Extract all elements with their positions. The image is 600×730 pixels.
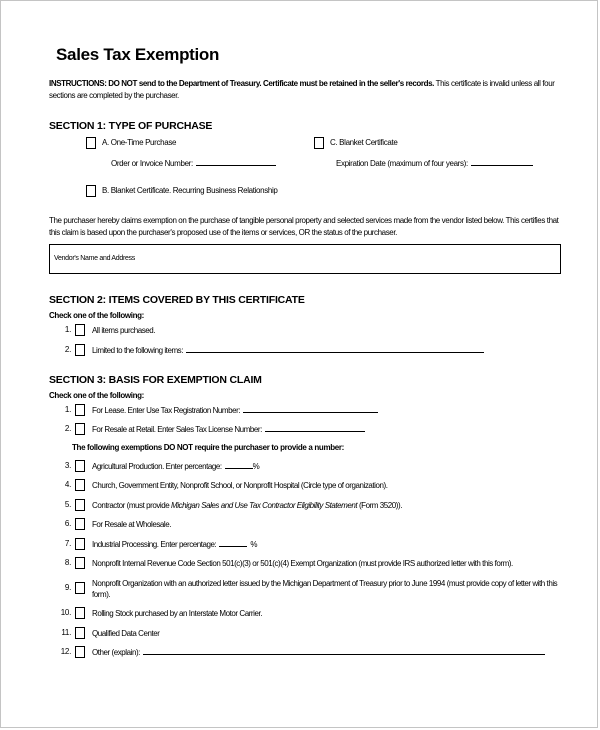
item-label: Limited to the following items:: [92, 345, 183, 355]
list-item: [49, 646, 573, 658]
option-c-label: C. Blanket Certificate: [330, 138, 398, 147]
item-number: 9.: [64, 583, 71, 592]
contractor-form-title: Michigan Sales and Use Tax Contractor Eligibility Statement: [171, 500, 358, 510]
list-item: [49, 404, 573, 416]
item-label: [92, 499, 402, 511]
item-label: Church, Government Entity, Nonprofit School, or Nonprofit Hospital (Circle type of organization).: [92, 481, 388, 490]
checkbox-resale-retail[interactable]: [75, 423, 85, 435]
item-label: For Resale at Retail. Enter Sales Tax License Number:: [92, 425, 262, 434]
item-number: 3.: [64, 460, 71, 470]
list-item: [49, 479, 573, 491]
item-number: 10.: [60, 608, 71, 617]
item-number: 5.: [64, 499, 71, 509]
item-label: For Lease. Enter Use Tax Registration Number:: [92, 405, 241, 415]
contractor-pre: Contractor (must provide: [92, 500, 172, 510]
checkbox-qualified-data-center[interactable]: [75, 627, 85, 639]
checkbox-limited-items[interactable]: [75, 344, 85, 356]
section2-items: [49, 324, 573, 356]
expiration-date-label: Expiration Date (maximum of four years):: [336, 159, 468, 168]
option-b-label: B. Blanket Certificate. Recurring Business Relationship: [102, 186, 278, 195]
checkbox-rolling-stock[interactable]: [75, 607, 85, 619]
checkbox-blanket-recurring[interactable]: [86, 185, 96, 197]
industrial-percentage-field[interactable]: [219, 538, 247, 547]
list-item: [49, 627, 573, 639]
percent-suffix: %: [252, 461, 260, 471]
list-item: [49, 577, 573, 600]
section1-options: [86, 137, 573, 197]
page-title: Sales Tax Exemption: [56, 45, 220, 64]
section3-heading: SECTION 3: BASIS FOR EXEMPTION CLAIM: [49, 373, 262, 386]
no-number-note: The following exemptions DO NOT require the purchaser to provide a number:: [72, 442, 344, 452]
list-item: [49, 499, 573, 511]
list-item: [49, 607, 573, 619]
percent-suffix: %: [250, 539, 257, 549]
item-number: 1.: [64, 325, 71, 334]
section2-subheading: Check one of the following:: [49, 311, 144, 320]
item-number: 2.: [64, 424, 71, 433]
vendor-box-label: Vendor's Name and Address: [54, 255, 136, 262]
agricultural-percentage-field[interactable]: [225, 460, 253, 469]
order-invoice-number-field[interactable]: [196, 157, 276, 166]
instructions-text: [49, 78, 561, 101]
sales-tax-license-number-field[interactable]: [265, 423, 365, 432]
checkbox-nonprofit-501c[interactable]: [75, 557, 85, 569]
checkbox-all-items[interactable]: [75, 324, 85, 336]
contractor-post: (Form 3520)).: [357, 500, 402, 510]
checkbox-contractor[interactable]: [75, 499, 85, 511]
use-tax-registration-number-field[interactable]: [243, 404, 378, 413]
item-number: 11.: [61, 627, 71, 637]
limited-items-field[interactable]: [186, 344, 484, 353]
instructions-bold: INSTRUCTIONS: DO NOT send to the Department of Treasury. Certificate must be retained in the seller's records.: [49, 79, 434, 88]
checkbox-resale-wholesale[interactable]: [75, 518, 85, 530]
item-number: 4.: [64, 480, 71, 489]
item-label: Qualified Data Center: [92, 628, 160, 638]
instructions-normal: This certificate is invalid unless all four sections are completed by the purchaser.: [49, 79, 555, 100]
item-number: 1.: [64, 404, 71, 414]
section3-subheading: Check one of the following:: [49, 390, 144, 400]
checkbox-industrial-processing[interactable]: [75, 538, 85, 550]
checkbox-agricultural-production[interactable]: [75, 460, 85, 472]
item-label: Rolling Stock purchased by an Interstate Motor Carrier.: [92, 609, 263, 618]
order-invoice-label: Order or Invoice Number:: [111, 159, 193, 168]
item-number: 8.: [64, 558, 71, 567]
item-label: Agricultural Production. Enter percentage:: [92, 461, 222, 471]
item-label: Nonprofit Internal Revenue Code Section 501(c)(3) or 501(c)(4) Exempt Organization (must provide IRS authorized letter with this form).: [92, 559, 513, 568]
other-explain-field[interactable]: [143, 646, 545, 655]
list-item: [49, 538, 573, 550]
checkbox-one-time-purchase[interactable]: [86, 137, 96, 149]
list-item: [49, 460, 573, 472]
list-item: [49, 324, 573, 336]
item-number: 7.: [64, 538, 71, 548]
vendor-name-address-box[interactable]: [49, 244, 561, 274]
item-number: 6.: [64, 519, 71, 528]
checkbox-other[interactable]: [75, 646, 85, 658]
list-item: [49, 423, 573, 435]
option-a-label: A. One-Time Purchase: [102, 138, 177, 147]
item-label: For Resale at Wholesale.: [92, 520, 172, 529]
checkbox-church-government-nonprofit[interactable]: [75, 479, 85, 491]
item-number: 12.: [60, 647, 71, 656]
checkbox-nonprofit-authorized-letter[interactable]: [75, 582, 85, 594]
section1-heading: SECTION 1: TYPE OF PURCHASE: [49, 120, 213, 132]
item-label: Nonprofit Organization with an authorized letter issued by the Michigan Department of Treasury prior to June 1994 (must provide copy of letter with this form).: [92, 578, 558, 599]
list-item: [49, 557, 573, 569]
item-label: All items purchased.: [92, 326, 156, 335]
section3-items: [49, 404, 573, 659]
item-label: Other (explain):: [92, 648, 140, 657]
expiration-date-field[interactable]: [471, 157, 533, 166]
item-label: Industrial Processing. Enter percentage:: [92, 539, 217, 549]
item-number: 2.: [64, 344, 71, 354]
checkbox-for-lease[interactable]: [75, 404, 85, 416]
section2-heading: SECTION 2: ITEMS COVERED BY THIS CERTIFICATE: [49, 294, 305, 306]
checkbox-blanket-certificate[interactable]: [314, 137, 324, 149]
list-item: [49, 344, 573, 356]
list-item: [49, 518, 573, 530]
declaration-text: The purchaser hereby claims exemption on the purchase of tangible personal property and selected services made from the vendor listed below. This certifies that this claim is based upon the purchaser's proposed use of the items or services, OR the status of the purchaser.: [49, 216, 559, 237]
